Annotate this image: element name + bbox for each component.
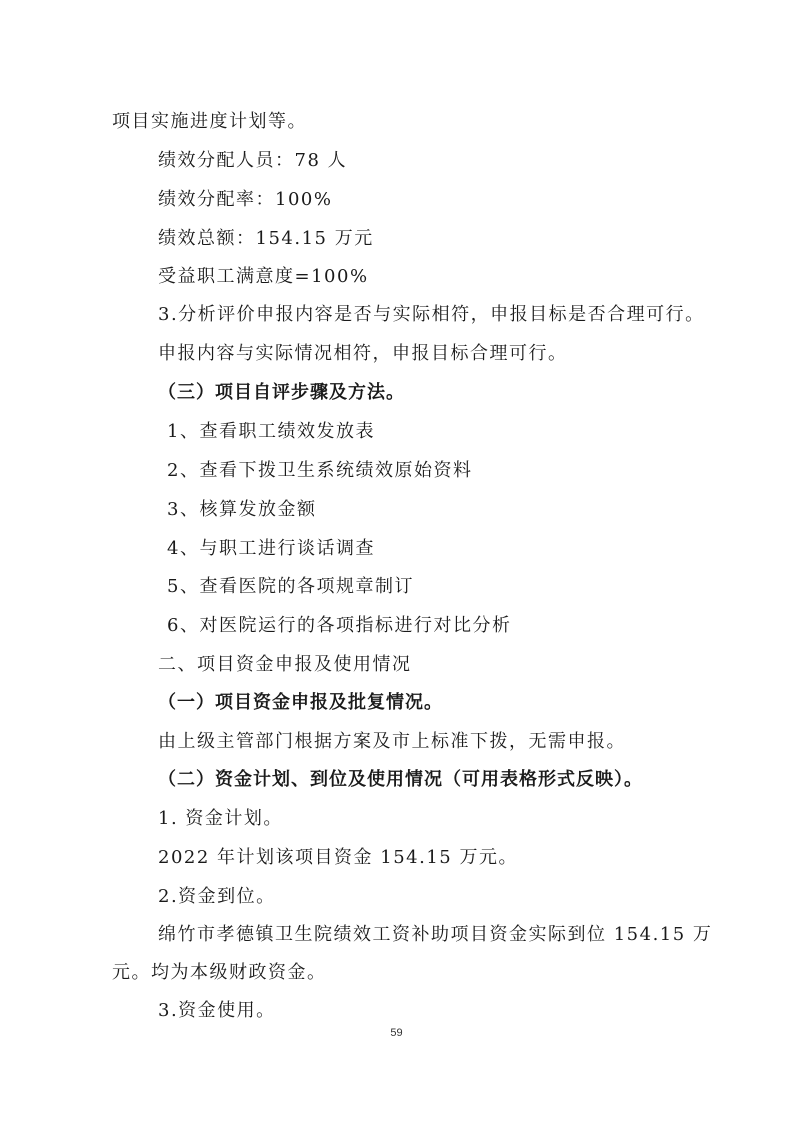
text-line: 绩效分配率：100% <box>158 189 333 210</box>
text-line: 绩效总额：154.15 万元 <box>158 228 374 249</box>
text-line: 绩效分配人员：78 人 <box>158 150 348 171</box>
text-line: 申报内容与实际情况相符，申报目标合理可行。 <box>158 343 568 364</box>
list-item: 3、核算发放金额 <box>167 499 317 520</box>
chapter-heading: 二、项目资金申报及使用情况 <box>158 654 412 675</box>
list-item: 5、查看医院的各项规章制订 <box>167 576 414 597</box>
text-line: 元。均为本级财政资金。 <box>112 962 327 983</box>
text-line: 2022 年计划该项目资金 154.15 万元。 <box>158 847 518 868</box>
list-item: 6、对医院运行的各项指标进行对比分析 <box>167 615 512 636</box>
section-heading: （三）项目自评步骤及方法。 <box>158 382 405 403</box>
text-line: 项目实施进度计划等。 <box>112 111 307 132</box>
text-line: 2.资金到位。 <box>158 886 276 907</box>
text-line: 由上级主管部门根据方案及市上标准下拨，无需申报。 <box>158 731 626 752</box>
page-number: 59 <box>390 1027 403 1039</box>
section-heading: （一）项目资金申报及批复情况。 <box>158 692 443 713</box>
text-line: 3.资金使用。 <box>158 1000 276 1021</box>
text-line: 1. 资金计划。 <box>158 808 283 829</box>
list-item: 1、查看职工绩效发放表 <box>167 421 375 442</box>
text-line: 绵竹市孝德镇卫生院绩效工资补助项目资金实际到位 154.15 万 <box>158 924 713 945</box>
list-item: 2、查看下拨卫生系统绩效原始资料 <box>167 460 473 481</box>
text-line: 3.分析评价申报内容是否与实际相符，申报目标是否合理可行。 <box>158 304 705 325</box>
text-line: 受益职工满意度=100% <box>158 266 369 287</box>
section-heading: （二）资金计划、到位及使用情况（可用表格形式反映）。 <box>158 769 643 790</box>
list-item: 4、与职工进行谈话调查 <box>167 538 375 559</box>
